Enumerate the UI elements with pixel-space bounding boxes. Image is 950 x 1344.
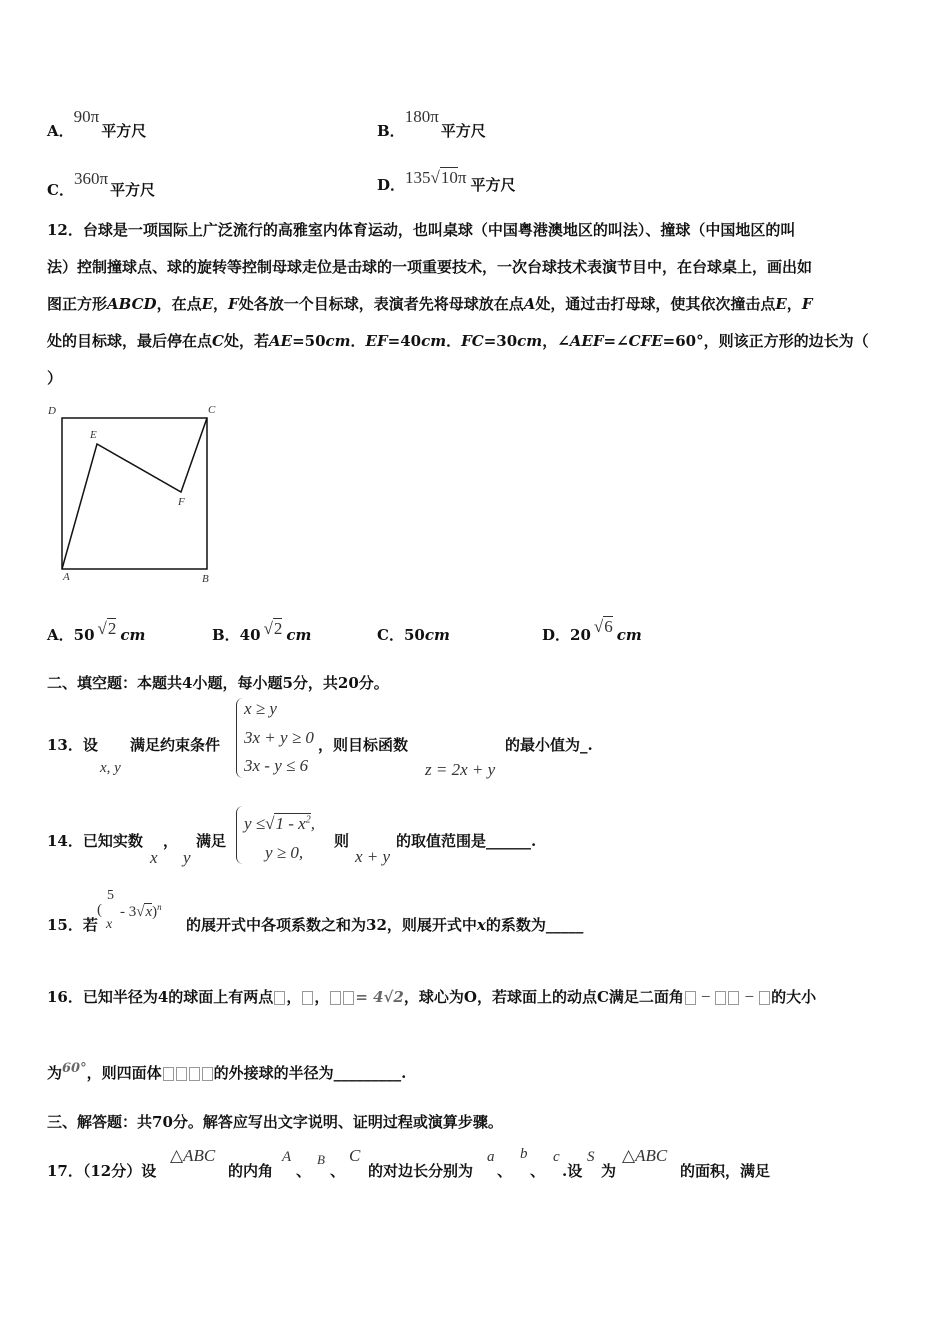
q15-radical: - 3√x)$^n$ <box>120 902 162 920</box>
q17-t1: 的内角 <box>228 1162 274 1180</box>
q16-line-2: 为$^{60^\circ}$，则四面体 的外接球的半径为_________. <box>47 1061 407 1082</box>
q11-option-a: A．$^{90\pi}$平方尺 <box>47 107 147 140</box>
q15-den: x <box>106 917 113 932</box>
q12-option-c: C．50cm <box>377 626 450 644</box>
q14-constraint-2: y ≥ 0, <box>265 843 304 862</box>
label-d: D <box>48 405 56 417</box>
q14-then: 则 <box>334 832 350 850</box>
q11-option-c: C．$^{360\pi}$平方尺 <box>47 169 156 199</box>
q13-constraint-2: 3x + y ≥ 0 <box>244 728 314 747</box>
q14-x: x <box>150 848 158 867</box>
q13-prefix: 13．设 <box>47 736 98 754</box>
label-e: E <box>90 429 97 441</box>
q14-expr: x + y <box>355 847 391 866</box>
q14-constraint-1: $y \le√1 - x^2$, <box>244 814 315 833</box>
q17-A: A <box>282 1149 292 1165</box>
q13-func: z = 2x + y <box>425 760 496 779</box>
q14-brace <box>236 806 243 864</box>
q17-tri2: △ABC <box>622 1146 668 1165</box>
q14-mid: 满足 <box>196 832 227 850</box>
q12-option-b: B．40 √2 cm <box>212 619 312 644</box>
q12-stem: 12．台球是一项国际上广泛流行的高雅室内体育运动，也叫桌球（中国粤港澳地区的叫法）、撞球（中国地区的叫 法）控制撞球点、球的旋转等控制母球走位是击球的一项重要技术，一次台球技术表演节目中，在台球桌上，画出如 图正方形ABCD，在点E，F处各放一个目标球，表演者先将母球放在点A处，通过击打母球，使其依次撞击点E，F 处的目标球，最后停在点C处，若AE=50cm．EF=40cm．FC=30cm，∠AEF=∠CFE=60°，则该正方形的边长为（ ） <box>47 221 869 387</box>
placeholder-box <box>274 991 285 1005</box>
q13-constraint-3: 3x - y ≤ 6 <box>244 756 309 775</box>
q17-sep1: 、 <box>296 1162 312 1180</box>
label-f: F <box>178 496 185 508</box>
q13-brace <box>236 698 243 778</box>
q17-c: c <box>553 1149 560 1165</box>
q17-t4: 为 <box>601 1162 617 1180</box>
placeholder-box <box>302 991 313 1005</box>
q14-end: 的取值范围是______. <box>396 832 537 850</box>
placeholder-box <box>343 991 354 1005</box>
q11-option-b: B．$^{180\pi}$平方尺 <box>377 107 486 140</box>
q17-sep4: 、 <box>530 1162 546 1180</box>
placeholder-box <box>330 991 341 1005</box>
label-b: B <box>202 573 209 585</box>
placeholder-box <box>176 1067 187 1081</box>
q12-option-a: A．50 √2 cm <box>47 619 146 644</box>
q13-end: 的最小值为_. <box>505 736 593 754</box>
placeholder-box <box>715 991 726 1005</box>
placeholder-box <box>202 1067 213 1081</box>
q14-y: y <box>183 848 191 867</box>
q15-prefix: 15．若 <box>47 916 98 934</box>
q17-tri1: △ABC <box>170 1146 216 1165</box>
q16-eq: = 4√2 <box>355 988 404 1006</box>
q14-comma: ， <box>163 832 179 850</box>
section-3-title: 三、解答题：共70分。解答应写出文字说明、证明过程或演算步骤。 <box>47 1113 503 1131</box>
q11-option-d: D．135√10π 平方尺 <box>377 168 516 194</box>
q17-t2: 的对边长分别为 <box>368 1162 474 1180</box>
q13-constraint-1: x ≥ y <box>244 699 277 718</box>
q17-t3: .设 <box>562 1162 583 1180</box>
q13-after: ，则目标函数 <box>318 736 409 754</box>
q17-sep3: 、 <box>497 1162 513 1180</box>
placeholder-box <box>163 1067 174 1081</box>
q17-t5: 的面积，满足 <box>680 1162 771 1180</box>
placeholder-box <box>685 991 696 1005</box>
q15-text: 的展开式中各项系数之和为32，则展开式中x的系数为_____ <box>186 916 584 934</box>
q13-vars: x, y <box>100 760 121 776</box>
q17-prefix: 17．（12分）设 <box>47 1162 157 1180</box>
q16-line-1: 16．已知半径为4的球面上有两点 ， ， = 4√2，球心为O，若球面上的动点C满足二面角 − − 的大小 <box>47 987 817 1006</box>
q17-S: S <box>587 1149 595 1165</box>
q16-angle: 60° <box>62 1061 87 1076</box>
q17-C: C <box>349 1146 361 1165</box>
label-c: C <box>208 404 216 416</box>
placeholder-box <box>759 991 770 1005</box>
q15-open: ( <box>97 902 102 918</box>
q12-option-d: D．20 √6 cm <box>542 617 642 644</box>
section-2-title: 二、填空题：本题共4小题，每小题5分，共20分。 <box>47 674 389 692</box>
q13-mid: 满足约束条件 <box>130 736 221 754</box>
q17-B: B <box>317 1152 325 1167</box>
label-a: A <box>63 571 70 583</box>
q15-num: 5 <box>107 888 114 903</box>
ball-path <box>62 418 207 569</box>
placeholder-box <box>728 991 739 1005</box>
q14-prefix: 14．已知实数 <box>47 832 143 850</box>
q17-b: b <box>520 1146 528 1162</box>
q17-sep2: 、 <box>330 1162 346 1180</box>
q12-figure <box>40 398 230 588</box>
q17-a: a <box>487 1149 495 1165</box>
placeholder-box <box>189 1067 200 1081</box>
